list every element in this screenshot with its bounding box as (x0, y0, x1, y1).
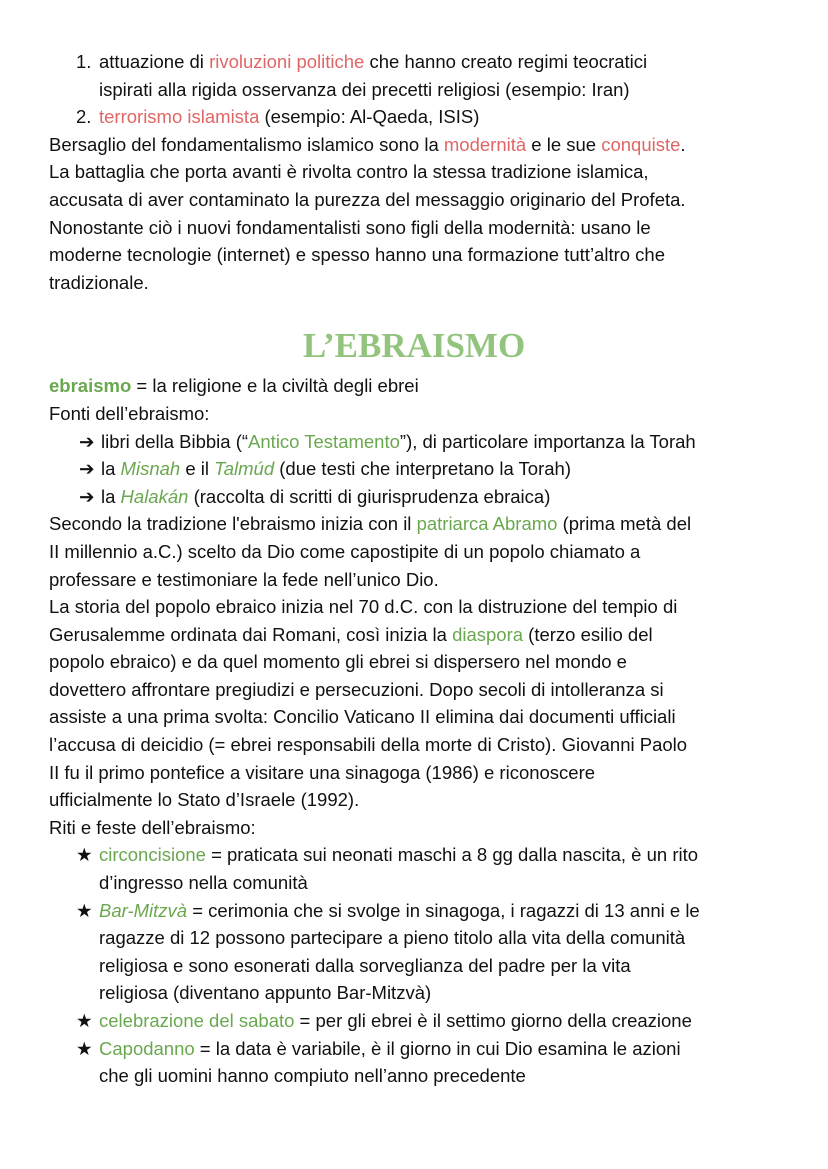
list-item: 2. terrorismo islamista (esempio: Al-Qaeda, ISIS) (49, 103, 828, 131)
sources-section: Fonti dell’ebraismo: ➔ libri della Bibbia (“Antico Testamento”), di particolare importanza la Torah ➔ la Misnah e il Talmúd (due testi che interpretano la Torah) ➔ la Halakán (raccolta di scritti di giurisprudenza ebraica) (49, 400, 828, 510)
definition-term: ebraismo (49, 375, 132, 397)
highlight-term: conquiste (601, 133, 681, 155)
star-icon: ★ (76, 1037, 93, 1059)
highlight-term: modernità (443, 133, 527, 155)
arrow-icon: ➔ (79, 458, 95, 480)
list-item: ★ Capodanno = la data è variabile, è il giorno in cui Dio esamina le azioni che gli uomini hanno compiuto nell’anno precedente (49, 1035, 828, 1090)
tradition-paragraph: Secondo la tradizione l'ebraismo inizia con il patriarca Abramo (prima metà del II millennio a.C.) scelto da Dio come capostipite di un popolo chiamato a professare e testimoniare la fede nell’unico Dio. (49, 513, 692, 590)
highlight-term: terrorismo islamista (99, 106, 260, 128)
history-paragraph: La storia del popolo ebraico inizia nel 70 d.C. con la distruzione del tempio di Gerusalemme ordinata dai Romani, così inizia la diaspora (terzo esilio del popolo ebraico) e da quel momento gli ebrei si dispersero nel mondo e dovettero affrontare pregiudizi e persecuzioni. Dopo secoli di intolleranza si assiste a una prima svolta: Concilio Vaticano II elimina dai documenti ufficiali l’accusa di deicidio (= ebrei responsabili della morte di Cristo). Giovanni Paolo II fu il primo pontefice a visitare una sinagoga (1986) e riconoscere ufficialmente lo Stato d’Israele (1992). (49, 596, 688, 811)
star-icon: ★ (76, 899, 93, 921)
highlight-term: Talmúd (214, 458, 275, 480)
section-heading: L’EBRAISMO (302, 326, 526, 366)
highlight-term: Halakán (120, 485, 189, 507)
list-item: ➔ la Misnah e il Talmúd (due testi che interpretano la Torah) (49, 455, 828, 483)
highlight-term: Capodanno (99, 1037, 195, 1059)
highlight-term: Bar-Mitzvà (99, 899, 188, 921)
list-item: ★ Bar-Mitzvà = cerimonia che si svolge in sinagoga, i ragazzi di 13 anni e le ragazze di 12 possono partecipare a pieno titolo alla vita della comunità religiosa e sono esonerati dalla sorveglianza del padre per la vita religiosa (diventano appunto Bar-Mitzvà) (49, 897, 828, 1007)
list-item: ➔ la Halakán (raccolta di scritti di giurisprudenza ebraica) (49, 483, 828, 511)
list-item: 1. attuazione di rivoluzioni politiche che hanno creato regimi teocratici ispirati alla rigida osservanza dei precetti religiosi (esempio: Iran) (49, 48, 828, 103)
ordered-list (49, 48, 828, 131)
highlight-term: circoncisione (99, 844, 206, 866)
list-number: 1. (76, 51, 92, 72)
highlight-term: diaspora (452, 623, 524, 645)
highlight-term: rivoluzioni politiche (209, 51, 365, 72)
definition: ebraismo = la religione e la civiltà degli ebrei (49, 375, 419, 397)
highlight-term: Antico Testamento (248, 430, 400, 452)
highlight-term: celebrazione del sabato (99, 1010, 295, 1031)
rites-section: Riti e feste dell’ebraismo: ★ circoncisione = praticata sui neonati maschi a 8 gg dalla nascita, è un rito d’ingresso nella comunità ★ Bar-Mitzvà = cerimonia che si svolge in sinagoga, i ragazzi di 13 anni e le ragazze di 12 possono partecipare a pieno titolo alla vita della comunità religiosa e sono esonerati dalla sorveglianza del padre per la vita religiosa (diventano appunto Bar-Mitzvà) ★ celebrazione del sabato = per gli ebrei è il settimo giorno della creazione ★ Capodanno = la data è variabile, è il giorno in cui Dio esamina le azioni che gli uomini hanno compiuto nell’anno precedente (49, 814, 828, 1090)
list-item: ★ celebrazione del sabato = per gli ebrei è il settimo giorno della creazione (49, 1007, 828, 1035)
arrow-icon: ➔ (79, 430, 95, 452)
highlight-term: Misnah (120, 458, 181, 480)
list-item: ➔ libri della Bibbia (“Antico Testamento”), di particolare importanza la Torah (49, 428, 828, 456)
list-number: 2. (76, 106, 92, 128)
highlight-term: patriarca Abramo (416, 513, 558, 535)
star-icon: ★ (76, 844, 93, 866)
islam-paragraph: Bersaglio del fondamentalismo islamico sono la modernità e le sue conquiste. La battaglia che porta avanti è rivolta contro la stessa tradizione islamica, accusata di aver contaminato la purezza del messaggio originario del Profeta. Nonostante ciò i nuovi fondamentalisti sono figli della modernità: usano le moderne tecnologie (internet) e spesso hanno una formazione tutt’altro che tradizionale. (49, 133, 686, 293)
arrow-icon: ➔ (79, 485, 95, 507)
list-item: ★ circoncisione = praticata sui neonati maschi a 8 gg dalla nascita, è un rito d’ingresso nella comunità (49, 841, 828, 896)
star-icon: ★ (76, 1010, 93, 1031)
